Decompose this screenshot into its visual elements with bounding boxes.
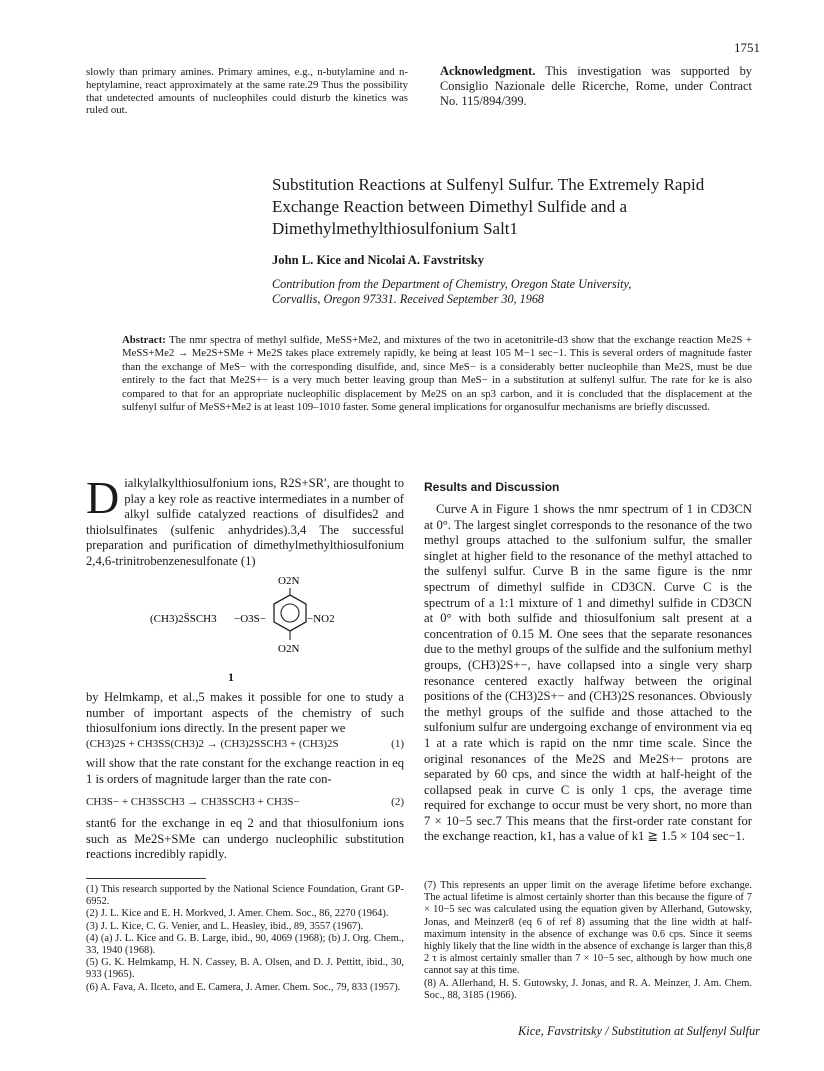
affiliation-line-2: Corvallis, Oregon 97331. Received September 30, 1968 — [272, 292, 545, 306]
ack-label: Acknowledgment. — [440, 64, 536, 78]
benzene-aromatic-circle — [281, 604, 299, 622]
footnotes-left — [86, 884, 404, 994]
authors: John L. Kice and Nicolai A. Favstritsky — [272, 253, 485, 267]
left-paragraph-2: by Helmkamp, et al.,5 makes it possible for one to study a number of important aspects of the chemistry of such thiosulfonium ions directly. In the present paper we — [86, 690, 404, 736]
bottom-substituent: O2N — [278, 643, 300, 655]
footnote-2: (2) J. L. Kice and E. H. Morkved, J. Amer. Chem. Soc., 86, 2270 (1964). — [86, 908, 389, 920]
top-substituent: O2N — [278, 575, 300, 587]
left-paragraph-4: stant6 for the exchange in eq 2 and that thiosulfonium ions such as Me2S+SMe can undergo nucleophilic substitution reactions incredibly rapidly. — [86, 816, 404, 862]
acknowledgment — [440, 64, 752, 109]
section-heading: Results and Discussion — [424, 480, 560, 494]
article-title: Substitution Reactions at Sulfenyl Sulfur. The Extremely Rapid Exchange Reaction between Dimethyl Sulfide and a Dimethylmethylthiosulfonium Salt1 — [272, 175, 705, 238]
benzene-ring — [274, 595, 306, 631]
results-paragraph: Curve A in Figure 1 shows the nmr spectrum of 1 in CD3CN at 0°. The largest singlet corresponds to the resonance of the two methyl groups attached to the sulfonium sulfur, the smaller singlet at higher field to the resonance of the methyl attached to the sulfenyl sulfur. Curve B in the same figure is the nmr spectrum of dimethyl sulfide in CD3CN. Curve C is the spectrum of a 1:1 mixture of 1 and dimethyl sulfide in CD3CN at 0° with both sulfide and thiosulfonium salt present at a concentration of 0.15 M. One sees that the separate resonances due to the methyl groups of the sulfide and the sulfonium methyl groups, (CH3)2S+−, have collapsed into a single very sharp resonance centered exactly halfway between the original positions of the (CH3)2S+− and (CH3)2S resonances. Obviously the methyl groups of the sulfide and those attached to the sulfonium sulfur are undergoing exchange of environment via eq 1 at a rate which is rapid on the nmr time scale. Since the original resonances of the Me2S and Me2S+− protons are separated by 60 cps, and since the width at half-height of the collapsed peak in curve C is only 1 cps, the average time required for exchange to occur must be very short, no more than 7 × 10−5 sec.7 This means that the first-order rate constant for the exchange reaction, k1, has a value of k1 ≧ 1.5 × 104 sec−1. — [424, 502, 752, 844]
equation-1-number: (1) — [391, 738, 404, 750]
footnote-7: (7) This represents an upper limit on the average lifetime before exchange. The actual lifetime is almost certainly shorter than this because the figure of 7 × 10−5 sec was calculated using the equation given by Allerhand, Gutowsky, Jonas, and Meinzer8 (eq 6 of ref 8) assuming that the line width at half-maximum intensity in the absence of exchange was 0.6 cps. Since it seems highly likely that the line width in the absence of exchange is larger than this,8 2 τ is almost certainly smaller than 7 × 10−5 sec, although by how much one cannot say at this time. — [424, 880, 752, 977]
footnote-8: (8) A. Allerhand, H. S. Gutowsky, J. Jonas, and R. A. Meinzer, J. Am. Chem. Soc., 88, 3185 (1966). — [424, 977, 752, 1001]
footnote-6: (6) A. Fava, A. Ilceto, and E. Camera, J. Amer. Chem. Soc., 79, 833 (1957). — [86, 981, 401, 993]
compound-structure — [150, 572, 390, 678]
equation-2-number: (2) — [391, 796, 404, 808]
footnote-1: (1) This research supported by the National Science Foundation, Grant GP-6952. — [86, 884, 404, 908]
drop-cap: D — [86, 472, 120, 523]
footnote-3: (3) J. L. Kice, C. G. Venier, and L. Heasley, ibid., 89, 3557 (1967). — [86, 920, 364, 932]
abstract — [122, 334, 752, 414]
equation-1-text: (CH3)2S + CH3SS(CH3)2 → (CH3)2SSCH3 + (CH3)2S — [86, 738, 339, 750]
equation-2 — [86, 796, 404, 808]
footnote-4: (4) (a) J. L. Kice and G. B. Large, ibid., 90, 4069 (1968); (b) J. Org. Chem., 33, 1940 (1968). — [86, 932, 404, 957]
compound-anion-prefix: −O3S− — [234, 613, 266, 625]
footnotes-right — [424, 880, 752, 1002]
right-substituent: −NO2 — [307, 613, 335, 625]
footnote-rule — [86, 878, 206, 879]
affiliation — [272, 277, 742, 307]
ack-text: This investigation was supported by Consiglio Nazionale delle Ricerche, Rome, under Contract No. 115/894/399. — [440, 64, 752, 108]
left-paragraph-3: will show that the rate constant for the exchange reaction in eq 1 is orders of magnitude larger than the rate con- — [86, 756, 404, 786]
equation-1 — [86, 738, 404, 750]
page-number: 1751 — [734, 40, 760, 55]
running-footer: Kice, Favstritsky / Substitution at Sulfenyl Sulfur — [518, 1024, 760, 1038]
affiliation-line-1: Contribution from the Department of Chemistry, Oregon State University, — [272, 277, 632, 291]
intro-paragraph — [86, 472, 404, 570]
intro-text: ialkylalkylthiosulfonium ions, R2S+SR′, are thought to play a key role as reactive intermediates in a number of alkyl sulfide catalyzed reactions of disulfides2 and thiolsulfinates (sulfenic anhydrides).3,4 The successful preparation and purification of dimethylmethylthiosulfonium 2,4,6-trinitrobenzenesulfonate (1) — [86, 476, 404, 568]
continued-text: slowly than primary amines. Primary amines, e.g., n-butylamine and n-heptylamine, react approximately at the same rate.29 Thus the possibility that undetected amounts of nucleophiles could disturb the kinetics was ruled out. — [86, 66, 408, 117]
compound-number: 1 — [228, 670, 234, 684]
abstract-text: The nmr spectra of methyl sulfide, MeSS+Me2, and mixtures of the two in acetonitrile-d3 show that the exchange reaction Me2S + MeSS+Me2 → Me2S+SMe + Me2S takes place extremely rapidly, ke being at least 105 M−1 sec−1. This is several orders of magnitude faster than the exchange of MeS− with the corresponding disulfide, and, since MeS− is a considerably better nucleophile than Me2S, must be due entirely to the fact that Me2S+− is a very much better leaving group than MeS− in a substitution at sulfenyl sulfur. The rate for ke is also compared to that for an appropriate nucleophilic displacement by Me2S on an sp3 carbon, and it is concluded that the displacement at the sulfenyl sulfur of MeSS+Me2 is at least 109–1010 faster. Some general implications for organosulfur mechanisms are briefly discussed. — [122, 334, 752, 414]
footnote-5: (5) G. K. Helmkamp, H. N. Cassey, B. A. Olsen, and D. J. Pettitt, ibid., 30, 933 (1965). — [86, 957, 404, 981]
abstract-label: Abstract: — [122, 334, 166, 346]
compound-cation: (CH3)2S̈SCH3 — [150, 613, 217, 625]
equation-2-text: CH3S− + CH3SSCH3 → CH3SSCH3 + CH3S− — [86, 796, 300, 808]
compound-svg — [150, 572, 390, 678]
